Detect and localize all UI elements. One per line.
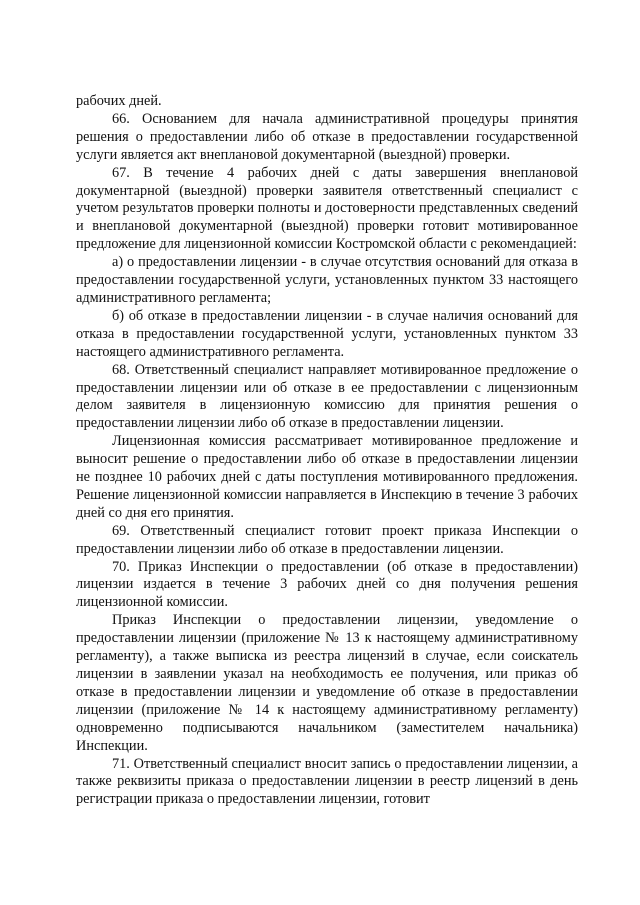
paragraph-continuation: рабочих дней.: [76, 93, 162, 109]
paragraph-66: 66. Основанием для начала административной процедуры принятия решения о предоставлении либо об отказе в предоставлении государственной услуги является акт внеплановой документарной (выездной) проверки.: [76, 110, 578, 163]
paragraph-71: 71. Ответственный специалист вносит запись о предоставлении лицензии, а также реквизиты приказа о предоставлении лицензии в реестр лицензий в день регистрации приказа о предоставлении лицензии, готовит: [76, 755, 578, 808]
paragraph-68: 68. Ответственный специалист направляет мотивированное предложение о предоставлении лицензии или об отказе в ее предоставлении с лицензионным делом заявителя в лицензионную комиссию для принятия решения о предоставлении лицензии либо об отказе в предоставлении лицензии.: [76, 361, 578, 432]
paragraph-67-b: б) об отказе в предоставлении лицензии - в случае наличия оснований для отказа в предоставлении государственной услуги, установленных пунктом 33 настоящего административного регламента.: [76, 307, 578, 360]
paragraph-67-a: а) о предоставлении лицензии - в случае отсутствия оснований для отказа в предоставлении государственной услуги, установленных пунктом 33 настоящего административного регламента;: [76, 254, 578, 306]
paragraph-69: 69. Ответственный специалист готовит проект приказа Инспекции о предоставлении лицензии либо об отказе в предоставлении лицензии.: [76, 522, 578, 557]
paragraph-67: 67. В течение 4 рабочих дней с даты завершения внеплановой документарной (выездной) проверки заявителя ответственный специалист с учетом результатов проверки полноты и достоверности представленных сведений и внеплановой документарной (выездной) проверки готовит мотивированное предложение для лицензионной комиссии Костромской области с рекомендацией:: [76, 164, 578, 253]
paragraph-70: 70. Приказ Инспекции о предоставлении (об отказе в предоставлении) лицензии издается в течение 3 рабочих дней со дня получения решения лицензионной комиссии.: [76, 558, 578, 611]
paragraph-70-order: Приказ Инспекции о предоставлении лицензии, уведомление о предоставлении лицензии (приложение № 13 к настоящему административному регламенту), а также выписка из реестра лицензий в случае, если соискатель лицензии в заявлении указал на необходимость ее получения, или приказ об отказе в предоставлении лицензии и уведомление об отказе в предоставлении лицензии (приложение № 14 к настоящему административному регламенту) одновременно подписываются начальником (заместителем начальника) Инспекции.: [76, 612, 578, 754]
document-page: [76, 93, 578, 809]
paragraph-68-commission: Лицензионная комиссия рассматривает мотивированное предложение и выносит решение о предоставлении либо об отказе в предоставлении лицензии не позднее 10 рабочих дней с даты поступления мотивированного предложения. Решение лицензионной комиссии направляется в Инспекцию в течение 3 рабочих дней со дня его принятия.: [76, 433, 578, 521]
